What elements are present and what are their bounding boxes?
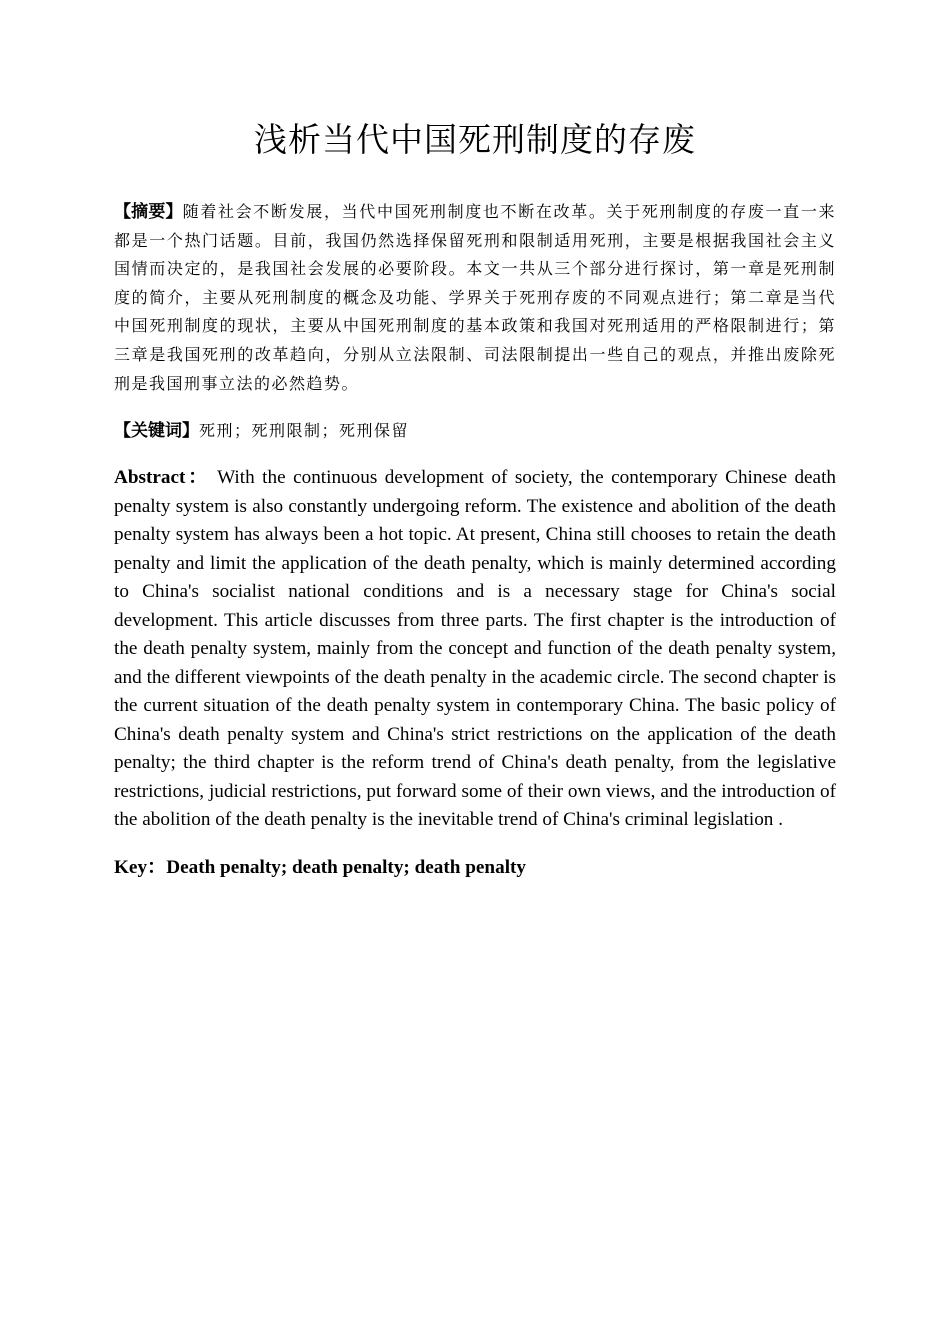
abstract-chinese-text: 随着社会不断发展，当代中国死刑制度也不断在改革。关于死刑制度的存废一直一来都是一个热门话题。目前，我国仍然选择保留死刑和限制适用死刑，主要是根据我国社会主义国情而决定的，是我国社会发展的必要阶段。本文一共从三个部分进行探讨，第一章是死刑制度的简介，主要从死刑制度的概念及功能、学界关于死刑存废的不同观点进行；第二章是当代中国死刑制度的现状，主要从中国死刑制度的基本政策和我国对死刑适用的严格限制进行；第三章是我国死刑的改革趋向，分别从立法限制、司法限制提出一些自己的观点，并推出废除死刑是我国刑事立法的必然趋势。 [114, 202, 836, 393]
page-title: 浅析当代中国死刑制度的存废 [254, 120, 696, 159]
keywords-english [114, 854, 836, 882]
abstract-chinese [114, 198, 836, 398]
keywords-chinese-text: 死刑；死刑限制；死刑保留 [199, 421, 410, 440]
keywords-english-text: Death penalty; death penalty; death penalty [166, 857, 527, 878]
keywords-english-label: Key： [114, 857, 167, 878]
keywords-chinese [114, 417, 836, 445]
abstract-english [114, 464, 836, 835]
abstract-english-label: Abstract： [114, 467, 210, 488]
keywords-chinese-label: 【关键词】 [114, 421, 199, 441]
abstract-english-text: With the continuous development of society, the contemporary Chinese death penalty system is also constantly undergoing reform. The existence and abolition of the death penalty system has always been a hot topic. At present, China still chooses to retain the death penalty and limit the application of the death penalty, which is mainly determined according to China's socialist national conditions and is a necessary stage for China's social development. This article discusses from three parts. The first chapter is the introduction of the death penalty system, mainly from the concept and function of the death penalty system, and the different viewpoints of the death penalty in the academic circle. The second chapter is the current situation of the death penalty system in contemporary China. The basic policy of China's death penalty system and China's strict restrictions on the application of the death penalty; the third chapter is the reform trend of China's death penalty, from the legislative restrictions, judicial restrictions, put forward some of their own views, and the introduction of the abolition of the death penalty is the inevitable trend of China's criminal legislation . [114, 467, 836, 830]
abstract-chinese-label: 【摘要】 [114, 202, 183, 222]
